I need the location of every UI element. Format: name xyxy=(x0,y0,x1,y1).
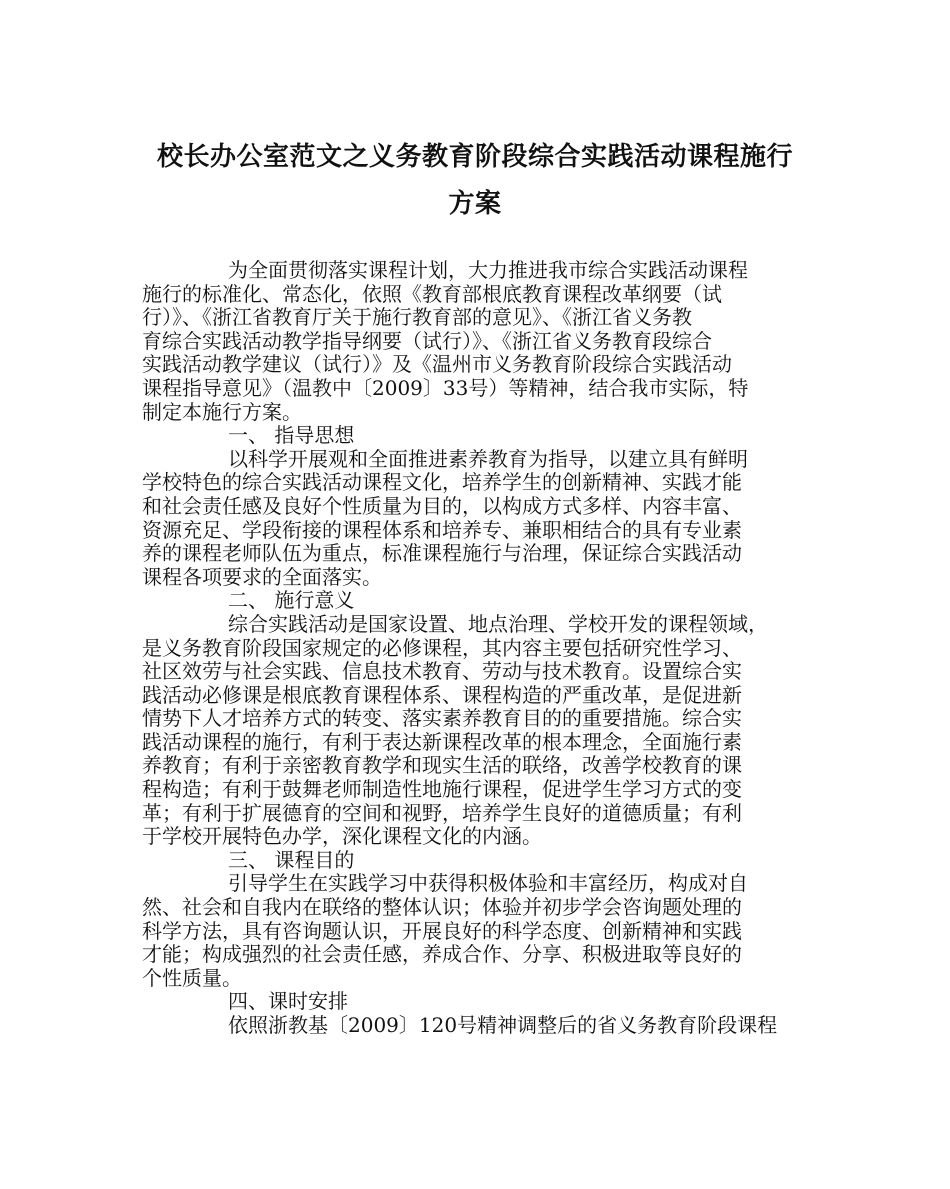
paragraph-line: 育综合实践活动教学指导纲要（试行）》、《浙江省义务教育段综合 xyxy=(142,328,712,353)
paragraph-line: 才能；构成强烈的社会责任感，养成合作、分享、积极进取等良好的 xyxy=(142,942,742,967)
section-heading: 一、 指导思想 xyxy=(228,423,355,448)
paragraph-line: 引导学生在实践学习中获得积极体验和丰富经历，构成对自 xyxy=(228,871,748,896)
paragraph-line: 和社会责任感及良好个性质量为目的，以构成方式多样、内容丰富、 xyxy=(142,493,742,518)
paragraph-line: 个性质量。 xyxy=(142,965,242,990)
paragraph-line: 是义务教育阶段国家规定的必修课程，其内容主要包括研究性学习、 xyxy=(142,635,742,660)
paragraph-line: 革；有利于扩展德育的空间和视野，培养学生良好的道德质量；有利 xyxy=(142,800,742,825)
paragraph-line: 于学校开展特色办学，深化课程文化的内涵。 xyxy=(142,824,542,849)
paragraph-line: 施行的标准化、常态化，依照《教育部根底教育课程改革纲要（试 xyxy=(142,281,722,306)
document-title-line-1: 校长办公室范文之义务教育阶段综合实践活动课程施行 xyxy=(156,142,793,172)
paragraph-line: 然、社会和自我内在联络的整体认识；体验并初步学会咨询题处理的 xyxy=(142,895,742,920)
paragraph-line: 制定本施行方案。 xyxy=(142,399,302,424)
paragraph-line: 学校特色的综合实践活动课程文化，培养学生的创新精神、实践才能 xyxy=(142,470,742,495)
paragraph-line: 程构造；有利于鼓舞老师制造性地施行课程，促进学生学习方式的变 xyxy=(142,777,742,802)
paragraph-line: 实践活动教学建议（试行）》及《温州市义务教育阶段综合实践活动 xyxy=(142,352,732,377)
paragraph-line: 课程各项要求的全面落实。 xyxy=(142,564,382,589)
section-heading: 三、 课程目的 xyxy=(228,847,355,872)
paragraph-line: 课程指导意见》（温教中〔2009〕33号）等精神，结合我市实际，特 xyxy=(142,375,749,400)
paragraph-line: 养教育；有利于亲密教育教学和现实生活的联络，改善学校教育的课 xyxy=(142,753,742,778)
paragraph-line: 综合实践活动是国家设置、地点治理、学校开发的课程领域， xyxy=(228,611,768,636)
section-heading: 二、 施行意义 xyxy=(228,588,355,613)
paragraph-line: 践活动必修课是根底教育课程体系、课程构造的严重改革，是促进新 xyxy=(142,682,742,707)
section-heading: 四、课时安排 xyxy=(228,989,348,1014)
paragraph-line: 依照浙教基〔2009〕120号精神调整后的省义务教育阶段课程 xyxy=(228,1013,778,1037)
paragraph-line: 情势下人才培养方式的转变、落实素养教育目的的重要措施。综合实 xyxy=(142,706,742,731)
paragraph-line: 为全面贯彻落实课程计划，大力推进我市综合实践活动课程 xyxy=(228,258,748,282)
paragraph-line: 科学方法，具有咨询题认识，开展良好的科学态度、创新精神和实践 xyxy=(142,918,742,943)
paragraph-line: 践活动课程的施行，有利于表达新课程改革的根本理念，全面施行素 xyxy=(142,729,742,754)
paragraph-line: 行）》、《浙江省教育厅关于施行教育部的意见》、《浙江省义务教 xyxy=(142,305,692,330)
paragraph-line: 养的课程老师队伍为重点，标准课程施行与治理，保证综合实践活动 xyxy=(142,541,742,566)
document-title-line-2: 方案 xyxy=(448,189,502,219)
document-body xyxy=(142,259,812,1038)
paragraph-line: 资源充足、学段衔接的课程体系和培养专、兼职相结合的具有专业素 xyxy=(142,517,742,542)
paragraph-line: 社区效劳与社会实践、信息技术教育、劳动与技术教育。设置综合实 xyxy=(142,659,742,684)
paragraph-line: 以科学开展观和全面推进素养教育为指导，以建立具有鲜明 xyxy=(228,446,748,471)
